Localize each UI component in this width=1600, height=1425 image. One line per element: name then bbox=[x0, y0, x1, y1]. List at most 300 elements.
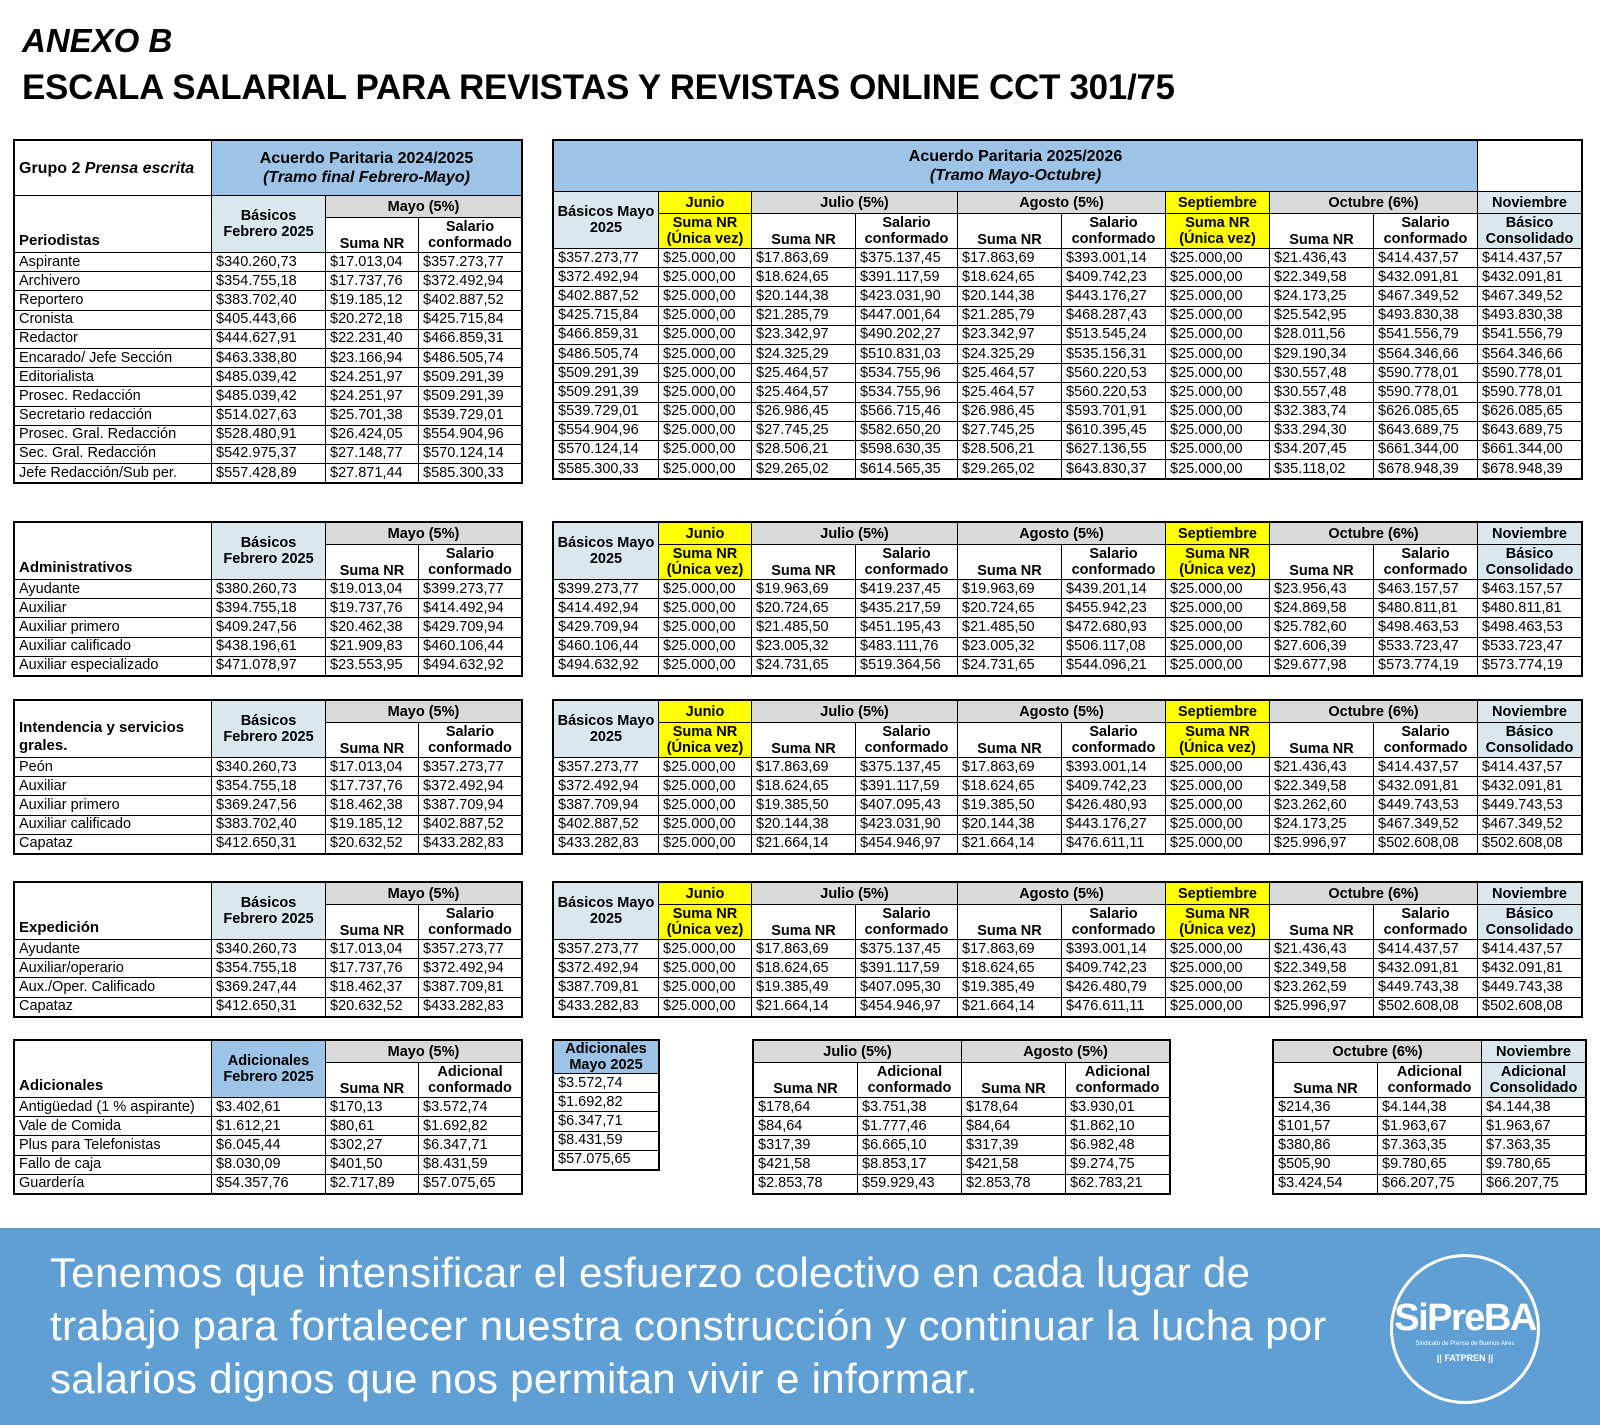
value-cell: $4.144,38 bbox=[1482, 1098, 1586, 1117]
col-mayo: Mayo (5%) bbox=[326, 1041, 522, 1063]
table-row bbox=[554, 383, 1582, 402]
value-cell: $19.185,12 bbox=[326, 291, 419, 310]
value-cell: $466.859,31 bbox=[419, 329, 522, 348]
value-cell: $585.300,33 bbox=[554, 460, 659, 479]
table-row bbox=[15, 464, 522, 483]
col-agosto: Agosto (5%) bbox=[958, 192, 1166, 214]
col-agosto: Agosto (5%) bbox=[958, 883, 1166, 905]
value-cell: $20.724,65 bbox=[958, 599, 1062, 618]
value-cell: $170,13 bbox=[326, 1098, 419, 1117]
value-cell: $387.709,94 bbox=[419, 796, 522, 815]
value-cell: $590.778,01 bbox=[1478, 364, 1582, 383]
left-block-3 bbox=[14, 882, 522, 1017]
col-julio: Julio (5%) bbox=[752, 701, 958, 723]
value-cell: $17.013,04 bbox=[326, 940, 419, 959]
value-cell: $451.195,43 bbox=[856, 618, 958, 637]
col-junio: Junio bbox=[659, 192, 752, 214]
value-cell: $372.492,94 bbox=[554, 268, 659, 287]
value-cell: $20.724,65 bbox=[752, 599, 856, 618]
value-cell: $29.265,02 bbox=[752, 460, 856, 479]
adic-basicos-mayo-table bbox=[553, 1040, 659, 1170]
value-cell: $25.000,00 bbox=[659, 460, 752, 479]
value-cell: $18.624,65 bbox=[752, 777, 856, 796]
table-row bbox=[554, 192, 1582, 214]
value-cell: $66.207,75 bbox=[1378, 1174, 1482, 1193]
value-cell: $399.273,77 bbox=[419, 580, 522, 599]
value-cell: $25.000,00 bbox=[659, 997, 752, 1016]
table-row bbox=[554, 344, 1582, 363]
category-cell: Encarado/ Jefe Sección bbox=[15, 348, 212, 367]
value-cell: $449.743,38 bbox=[1478, 978, 1582, 997]
value-cell: $19.963,69 bbox=[958, 580, 1062, 599]
value-cell: $1.692,82 bbox=[419, 1117, 522, 1136]
value-cell: $20.144,38 bbox=[752, 287, 856, 306]
value-cell: $29.677,98 bbox=[1270, 656, 1374, 675]
table-row bbox=[15, 940, 522, 959]
value-cell: $17.863,69 bbox=[752, 249, 856, 268]
value-cell: $18.624,65 bbox=[752, 959, 856, 978]
col-suma-nr: Suma NR bbox=[1274, 1063, 1378, 1098]
table-row bbox=[554, 834, 1582, 853]
value-cell: $357.273,77 bbox=[554, 758, 659, 777]
col-mayo: Mayo (5%) bbox=[326, 523, 522, 545]
adic-table-oct-nov bbox=[1273, 1040, 1586, 1194]
col-julio: Julio (5%) bbox=[754, 1041, 962, 1063]
value-cell: $30.557,48 bbox=[1270, 383, 1374, 402]
value-cell: $661.344,00 bbox=[1374, 440, 1478, 459]
value-cell: $25.000,00 bbox=[1166, 344, 1270, 363]
value-cell: $25.000,00 bbox=[659, 287, 752, 306]
left-block-adicionales bbox=[14, 1040, 522, 1194]
value-cell: $25.000,00 bbox=[659, 268, 752, 287]
value-cell: $401,50 bbox=[326, 1155, 419, 1174]
value-cell: $661.344,00 bbox=[1478, 440, 1582, 459]
value-cell: $493.830,38 bbox=[1374, 306, 1478, 325]
value-cell: $25.000,00 bbox=[659, 306, 752, 325]
value-cell: $8.853,17 bbox=[858, 1155, 962, 1174]
col-agosto: Agosto (5%) bbox=[958, 701, 1166, 723]
col-conformado: Salario conformado bbox=[1374, 905, 1478, 940]
value-cell: $8.431,59 bbox=[419, 1155, 522, 1174]
value-cell: $32.383,74 bbox=[1270, 402, 1374, 421]
value-cell: $402.887,52 bbox=[419, 291, 522, 310]
value-cell: $509.291,39 bbox=[554, 364, 659, 383]
col-conformado: Salario conformado bbox=[856, 545, 958, 580]
value-cell: $21.285,79 bbox=[958, 306, 1062, 325]
value-cell: $494.632,92 bbox=[419, 656, 522, 675]
value-cell: $20.144,38 bbox=[752, 815, 856, 834]
agreement-header bbox=[554, 141, 1478, 192]
value-cell: $466.859,31 bbox=[554, 325, 659, 344]
value-cell: $476.611,11 bbox=[1062, 834, 1166, 853]
value-cell: $21.285,79 bbox=[752, 306, 856, 325]
category-cell: Aux./Oper. Calificado bbox=[15, 978, 212, 997]
value-cell: $433.282,83 bbox=[419, 997, 522, 1016]
col-basicos-feb: Básicos Febrero 2025 bbox=[212, 701, 326, 758]
col-suma-nr: Suma NR bbox=[326, 1063, 419, 1098]
value-cell: $502.608,08 bbox=[1374, 834, 1478, 853]
table-row bbox=[15, 959, 522, 978]
value-cell: $519.364,56 bbox=[856, 656, 958, 675]
value-cell: $25.000,00 bbox=[1166, 383, 1270, 402]
table-row bbox=[1274, 1041, 1586, 1063]
value-cell: $25.000,00 bbox=[1166, 959, 1270, 978]
col-basicos-mayo: Básicos Mayo 2025 bbox=[554, 883, 659, 940]
category-cell: Capataz bbox=[15, 997, 212, 1016]
agreement-period: (Tramo Mayo-Octubre) bbox=[929, 167, 1102, 184]
category-cell: Vale de Comida bbox=[15, 1117, 212, 1136]
category-cell: Auxiliar calificado bbox=[15, 637, 212, 656]
group-number: Grupo 2 bbox=[19, 159, 81, 177]
value-cell: $25.000,00 bbox=[1166, 834, 1270, 853]
value-cell: $20.632,52 bbox=[326, 834, 419, 853]
table-row bbox=[15, 997, 522, 1016]
value-cell: $387.709,94 bbox=[554, 796, 659, 815]
value-cell: $214,36 bbox=[1274, 1098, 1378, 1117]
col-septiembre: Septiembre bbox=[1166, 192, 1270, 214]
value-cell: $678.948,39 bbox=[1478, 460, 1582, 479]
col-conformado: Salario conformado bbox=[856, 905, 958, 940]
value-cell: $414.437,57 bbox=[1478, 758, 1582, 777]
value-cell: $24.731,65 bbox=[752, 656, 856, 675]
value-cell: $25.000,00 bbox=[659, 599, 752, 618]
value-cell: $19.385,50 bbox=[752, 796, 856, 815]
col-suma-nr: Suma NR bbox=[958, 723, 1062, 758]
adic-table-mayo bbox=[553, 1040, 659, 1170]
col-octubre: Octubre (6%) bbox=[1270, 701, 1478, 723]
col-conformado: Salario conformado bbox=[856, 214, 958, 249]
table-row bbox=[554, 978, 1582, 997]
value-cell: $393.001,14 bbox=[1062, 249, 1166, 268]
col-suma-nr-unica: Suma NR (Única vez) bbox=[1166, 723, 1270, 758]
value-cell: $454.946,97 bbox=[856, 834, 958, 853]
value-cell: $24.251,97 bbox=[326, 368, 419, 387]
col-suma-nr: Suma NR bbox=[958, 545, 1062, 580]
value-cell: $3.402,61 bbox=[212, 1098, 326, 1117]
col-conformado: Salario conformado bbox=[1374, 214, 1478, 249]
col-basicos-feb: Básicos Febrero 2025 bbox=[212, 883, 326, 940]
value-cell: $22.349,58 bbox=[1270, 777, 1374, 796]
value-cell: $1.963,67 bbox=[1482, 1117, 1586, 1136]
value-cell: $463.338,80 bbox=[212, 348, 326, 367]
value-cell: $505,90 bbox=[1274, 1155, 1378, 1174]
table-row bbox=[554, 249, 1582, 268]
value-cell: $467.349,52 bbox=[1374, 815, 1478, 834]
col-basicos-mayo: Básicos Mayo 2025 bbox=[554, 701, 659, 758]
value-cell: $383.702,40 bbox=[212, 815, 326, 834]
value-cell: $25.000,00 bbox=[659, 618, 752, 637]
value-cell: $582.650,20 bbox=[856, 421, 958, 440]
value-cell: $1.612,21 bbox=[212, 1117, 326, 1136]
value-cell: $449.743,53 bbox=[1374, 796, 1478, 815]
value-cell: $380.260,73 bbox=[212, 580, 326, 599]
value-cell: $6.045,44 bbox=[212, 1136, 326, 1155]
value-cell: $19.385,50 bbox=[958, 796, 1062, 815]
value-cell: $443.176,27 bbox=[1062, 815, 1166, 834]
value-cell: $7.363,35 bbox=[1482, 1136, 1586, 1155]
col-suma-nr: Suma NR bbox=[1270, 545, 1374, 580]
value-cell: $405.443,66 bbox=[212, 310, 326, 329]
value-cell: $28.506,21 bbox=[958, 440, 1062, 459]
table-row bbox=[15, 701, 522, 723]
table-row bbox=[554, 656, 1582, 675]
right-block-0 bbox=[553, 140, 1582, 479]
col-octubre: Octubre (6%) bbox=[1270, 523, 1478, 545]
value-cell: $25.000,00 bbox=[1166, 777, 1270, 796]
value-cell: $25.996,97 bbox=[1270, 834, 1374, 853]
value-cell: $178,64 bbox=[962, 1098, 1066, 1117]
value-cell: $573.774,19 bbox=[1478, 656, 1582, 675]
value-cell: $24.325,29 bbox=[958, 344, 1062, 363]
adic-oct-nov-table bbox=[1273, 1040, 1586, 1194]
value-cell: $564.346,66 bbox=[1478, 344, 1582, 363]
table-row bbox=[15, 883, 522, 905]
value-cell: $678.948,39 bbox=[1374, 460, 1478, 479]
value-cell: $25.000,00 bbox=[659, 364, 752, 383]
value-cell: $35.118,02 bbox=[1270, 460, 1374, 479]
value-cell: $423.031,90 bbox=[856, 287, 958, 306]
value-cell: $454.946,97 bbox=[856, 997, 958, 1016]
col-suma-nr: Suma NR bbox=[752, 905, 856, 940]
value-cell: $3.930,01 bbox=[1066, 1098, 1170, 1117]
value-cell: $409.742,23 bbox=[1062, 777, 1166, 796]
value-cell: $463.157,57 bbox=[1478, 580, 1582, 599]
value-cell: $544.096,21 bbox=[1062, 656, 1166, 675]
value-cell: $460.106,44 bbox=[419, 637, 522, 656]
value-cell: $17.863,69 bbox=[958, 758, 1062, 777]
value-cell: $372.492,94 bbox=[419, 777, 522, 796]
col-suma-nr: Suma NR bbox=[958, 905, 1062, 940]
col-noviembre: Noviembre bbox=[1478, 701, 1582, 723]
value-cell: $372.492,94 bbox=[419, 272, 522, 291]
value-cell: $25.782,60 bbox=[1270, 618, 1374, 637]
value-cell: $476.611,11 bbox=[1062, 997, 1166, 1016]
col-suma-nr: Suma NR bbox=[752, 545, 856, 580]
table-row bbox=[15, 637, 522, 656]
table-row bbox=[15, 1174, 522, 1193]
value-cell: $25.000,00 bbox=[1166, 402, 1270, 421]
value-cell: $6.982,48 bbox=[1066, 1136, 1170, 1155]
agreement-title: Acuerdo Paritaria 2024/2025 bbox=[259, 150, 474, 167]
value-cell: $24.173,25 bbox=[1270, 815, 1374, 834]
value-cell: $444.627,91 bbox=[212, 329, 326, 348]
value-cell: $25.000,00 bbox=[659, 325, 752, 344]
col-conformado: Salario conformado bbox=[1374, 723, 1478, 758]
value-cell: $493.830,38 bbox=[1478, 306, 1582, 325]
value-cell: $447.001,64 bbox=[856, 306, 958, 325]
table-row bbox=[554, 1150, 659, 1169]
value-cell: $554.904,96 bbox=[419, 425, 522, 444]
value-cell: $22.349,58 bbox=[1270, 959, 1374, 978]
value-cell: $509.291,39 bbox=[554, 383, 659, 402]
col-conformado: Salario conformado bbox=[1062, 905, 1166, 940]
value-cell: $570.124,14 bbox=[554, 440, 659, 459]
agreement-period: (Tramo final Febrero-Mayo) bbox=[263, 169, 470, 186]
col-basicos-feb: Básicos Febrero 2025 bbox=[212, 523, 326, 580]
category-cell: Peón bbox=[15, 758, 212, 777]
table-row bbox=[554, 580, 1582, 599]
annex-title: ANEXO B bbox=[22, 22, 173, 59]
value-cell: $357.273,77 bbox=[419, 940, 522, 959]
value-cell: $25.000,00 bbox=[659, 637, 752, 656]
table-row bbox=[15, 196, 522, 218]
value-cell: $414.492,94 bbox=[419, 599, 522, 618]
value-cell: $27.745,25 bbox=[752, 421, 856, 440]
value-cell: $25.464,57 bbox=[752, 383, 856, 402]
left-block-2 bbox=[14, 700, 522, 854]
table-row bbox=[754, 1063, 1170, 1098]
col-conformado: Adicional conformado bbox=[419, 1063, 522, 1098]
value-cell: $369.247,44 bbox=[212, 978, 326, 997]
col-suma-nr-unica: Suma NR (Única vez) bbox=[659, 905, 752, 940]
col-suma-nr: Suma NR bbox=[958, 214, 1062, 249]
value-cell: $387.709,81 bbox=[419, 978, 522, 997]
table-row bbox=[15, 368, 522, 387]
value-cell: $30.557,48 bbox=[1270, 364, 1374, 383]
table-row bbox=[15, 387, 522, 406]
col-suma-nr: Suma NR bbox=[326, 218, 419, 253]
value-cell: $7.363,35 bbox=[1378, 1136, 1482, 1155]
value-cell: $317,39 bbox=[754, 1136, 858, 1155]
value-cell: $502.608,08 bbox=[1478, 997, 1582, 1016]
col-noviembre: Noviembre bbox=[1478, 523, 1582, 545]
value-cell: $20.632,52 bbox=[326, 997, 419, 1016]
value-cell: $486.505,74 bbox=[419, 348, 522, 367]
value-cell: $59.929,43 bbox=[858, 1174, 962, 1193]
value-cell: $391.117,59 bbox=[856, 268, 958, 287]
value-cell: $21.485,50 bbox=[958, 618, 1062, 637]
value-cell: $21.436,43 bbox=[1270, 940, 1374, 959]
value-cell: $472.680,93 bbox=[1062, 618, 1166, 637]
value-cell: $387.709,81 bbox=[554, 978, 659, 997]
table-row bbox=[15, 758, 522, 777]
value-cell: $25.000,00 bbox=[1166, 268, 1270, 287]
value-cell: $57.075,65 bbox=[419, 1174, 522, 1193]
value-cell: $302,27 bbox=[326, 1136, 419, 1155]
category-cell: Auxiliar bbox=[15, 599, 212, 618]
category-cell: Reportero bbox=[15, 291, 212, 310]
table-row bbox=[554, 815, 1582, 834]
value-cell: $426.480,79 bbox=[1062, 978, 1166, 997]
table-row bbox=[754, 1136, 1170, 1155]
right-table-2 bbox=[553, 700, 1582, 854]
value-cell: $25.464,57 bbox=[958, 383, 1062, 402]
col-adicional-consolidado: Adicional Consolidado bbox=[1482, 1063, 1586, 1098]
value-cell: $471.078,97 bbox=[212, 656, 326, 675]
value-cell: $554.904,96 bbox=[554, 421, 659, 440]
table-row bbox=[554, 758, 1582, 777]
value-cell: $21.436,43 bbox=[1270, 249, 1374, 268]
value-cell: $25.000,00 bbox=[1166, 421, 1270, 440]
category-cell: Auxiliar especializado bbox=[15, 656, 212, 675]
table-row bbox=[554, 959, 1582, 978]
value-cell: $433.282,83 bbox=[554, 997, 659, 1016]
col-octubre: Octubre (6%) bbox=[1270, 883, 1478, 905]
value-cell: $25.000,00 bbox=[659, 796, 752, 815]
value-cell: $564.346,66 bbox=[1374, 344, 1478, 363]
table-row bbox=[15, 978, 522, 997]
value-cell: $414.437,57 bbox=[1374, 758, 1478, 777]
value-cell: $480.811,81 bbox=[1374, 599, 1478, 618]
value-cell: $414.437,57 bbox=[1478, 249, 1582, 268]
value-cell: $383.702,40 bbox=[212, 291, 326, 310]
value-cell: $513.545,24 bbox=[1062, 325, 1166, 344]
value-cell: $590.778,01 bbox=[1374, 383, 1478, 402]
value-cell: $3.572,74 bbox=[554, 1074, 659, 1093]
adic-table-jul-ago bbox=[753, 1040, 1170, 1194]
table-row bbox=[554, 637, 1582, 656]
section-title: Periodistas bbox=[15, 196, 212, 253]
value-cell: $25.000,00 bbox=[659, 815, 752, 834]
table-row bbox=[554, 1093, 659, 1112]
right-block-3 bbox=[553, 882, 1582, 1017]
left-table-2 bbox=[14, 700, 522, 854]
value-cell: $375.137,45 bbox=[856, 940, 958, 959]
agreement-title: Acuerdo Paritaria 2025/2026 bbox=[908, 148, 1123, 165]
right-table-0 bbox=[553, 140, 1582, 479]
col-mayo: Mayo (5%) bbox=[326, 883, 522, 905]
value-cell: $560.220,53 bbox=[1062, 364, 1166, 383]
value-cell: $375.137,45 bbox=[856, 249, 958, 268]
value-cell: $509.291,39 bbox=[419, 387, 522, 406]
category-cell: Secretario redacción bbox=[15, 406, 212, 425]
col-conformado: Salario conformado bbox=[856, 723, 958, 758]
value-cell: $25.000,00 bbox=[659, 421, 752, 440]
value-cell: $21.664,14 bbox=[752, 834, 856, 853]
value-cell: $25.000,00 bbox=[1166, 758, 1270, 777]
value-cell: $414.492,94 bbox=[554, 599, 659, 618]
value-cell: $429.709,94 bbox=[554, 618, 659, 637]
table-row bbox=[1274, 1117, 1586, 1136]
table-row bbox=[15, 815, 522, 834]
value-cell: $421,58 bbox=[962, 1155, 1066, 1174]
table-row bbox=[554, 1131, 659, 1150]
value-cell: $25.000,00 bbox=[1166, 599, 1270, 618]
value-cell: $354.755,18 bbox=[212, 272, 326, 291]
value-cell: $25.000,00 bbox=[659, 777, 752, 796]
value-cell: $17.013,04 bbox=[326, 758, 419, 777]
value-cell: $432.091,81 bbox=[1478, 959, 1582, 978]
col-junio: Junio bbox=[659, 701, 752, 723]
value-cell: $533.723,47 bbox=[1374, 637, 1478, 656]
value-cell: $643.689,75 bbox=[1374, 421, 1478, 440]
value-cell: $402.887,52 bbox=[554, 287, 659, 306]
value-cell: $407.095,43 bbox=[856, 796, 958, 815]
table-row bbox=[754, 1041, 1170, 1063]
value-cell: $426.480,93 bbox=[1062, 796, 1166, 815]
value-cell: $19.185,12 bbox=[326, 815, 419, 834]
value-cell: $25.000,00 bbox=[1166, 364, 1270, 383]
value-cell: $18.624,65 bbox=[958, 959, 1062, 978]
value-cell: $23.342,97 bbox=[958, 325, 1062, 344]
value-cell: $25.000,00 bbox=[1166, 460, 1270, 479]
col-conformado: Salario conformado bbox=[419, 218, 522, 253]
table-row bbox=[15, 406, 522, 425]
col-noviembre: Noviembre bbox=[1478, 192, 1582, 214]
value-cell: $432.091,81 bbox=[1374, 777, 1478, 796]
table-row bbox=[554, 997, 1582, 1016]
value-cell: $23.342,97 bbox=[752, 325, 856, 344]
value-cell: $25.000,00 bbox=[659, 758, 752, 777]
value-cell: $375.137,45 bbox=[856, 758, 958, 777]
value-cell: $340.260,73 bbox=[212, 940, 326, 959]
value-cell: $25.000,00 bbox=[1166, 940, 1270, 959]
right-table-3 bbox=[553, 882, 1582, 1017]
value-cell: $528.480,91 bbox=[212, 425, 326, 444]
col-junio: Junio bbox=[659, 523, 752, 545]
value-cell: $54.357,76 bbox=[212, 1174, 326, 1193]
category-cell: Guardería bbox=[15, 1174, 212, 1193]
